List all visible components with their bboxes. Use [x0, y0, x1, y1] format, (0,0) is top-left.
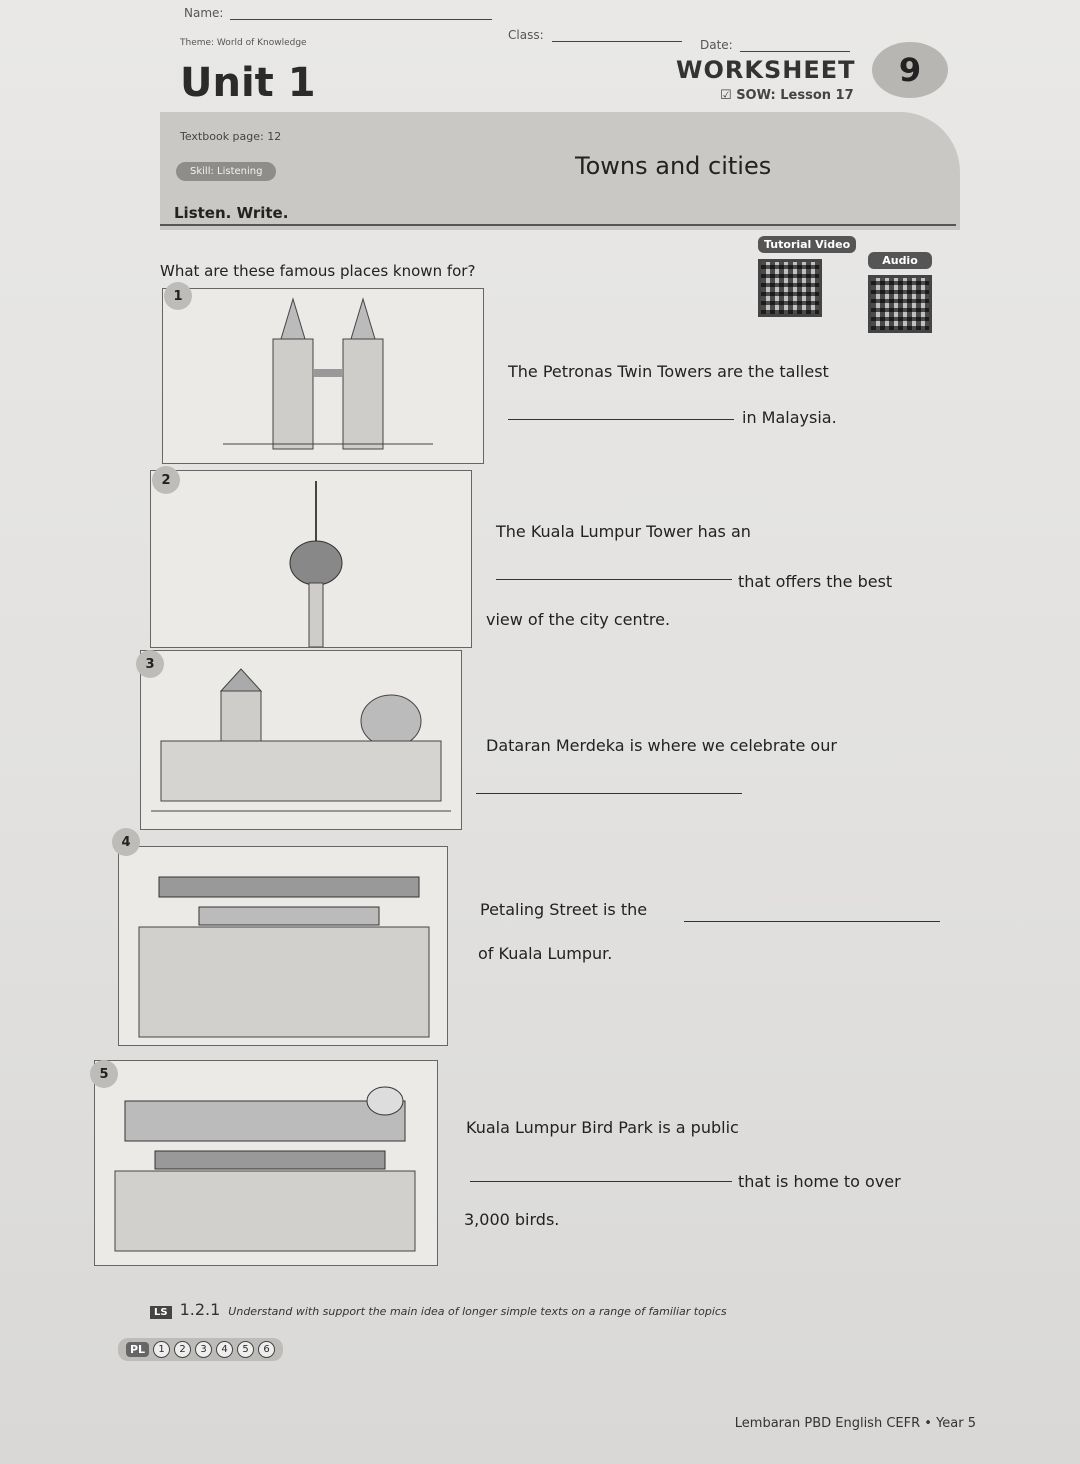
dataran-merdeka-image — [141, 651, 461, 829]
date-label: Date: — [700, 38, 733, 52]
item-1-line-2: in Malaysia. — [742, 408, 837, 427]
answer-blank-4[interactable] — [684, 920, 940, 922]
answer-blank-1[interactable] — [508, 418, 734, 420]
item-2-line-1: The Kuala Lumpur Tower has an — [496, 522, 751, 541]
name-line — [230, 6, 492, 20]
name-label: Name: — [184, 6, 224, 20]
answer-blank-3[interactable] — [476, 792, 742, 794]
worksheet-number: 9 — [872, 42, 948, 98]
date-line — [740, 38, 850, 52]
pl-2[interactable]: 2 — [174, 1341, 191, 1358]
performance-level — [118, 1338, 283, 1361]
book-title: Lembaran PBD English CEFR • Year 5 — [734, 1416, 976, 1431]
item-4-line-2: of Kuala Lumpur. — [478, 944, 613, 963]
item-number-4: 4 — [112, 828, 140, 856]
pl-tag: PL — [126, 1342, 149, 1357]
sow-lesson-text: SOW: Lesson 17 — [736, 88, 854, 103]
qr-code-icon — [868, 275, 932, 333]
item-2-line-2: that offers the best — [738, 572, 893, 591]
question: What are these famous places known for? — [160, 262, 476, 280]
item-2-line-3: view of the city centre. — [486, 610, 671, 629]
bird-park-image — [95, 1061, 437, 1265]
audio-qr[interactable] — [868, 252, 932, 333]
worksheet-title: WORKSHEET — [676, 56, 856, 84]
image-panel-2 — [150, 470, 472, 648]
pl-6[interactable]: 6 — [258, 1341, 275, 1358]
twin-towers-image — [163, 289, 483, 463]
petaling-street-image — [119, 847, 447, 1045]
tutorial-video-label: Tutorial Video — [758, 236, 856, 253]
pl-3[interactable]: 3 — [195, 1341, 212, 1358]
item-number-3: 3 — [136, 650, 164, 678]
pl-5[interactable]: 5 — [237, 1341, 254, 1358]
theme-text: Theme: World of Knowledge — [180, 38, 307, 48]
pl-1[interactable]: 1 — [153, 1341, 170, 1358]
learning-standard — [150, 1300, 727, 1319]
image-panel-4 — [118, 846, 448, 1046]
answer-blank-2[interactable] — [496, 578, 732, 580]
pl-4[interactable]: 4 — [216, 1341, 233, 1358]
ls-text: Understand with support the main idea of longer simple texts on a range of familiar topics — [228, 1305, 727, 1318]
answer-blank-5[interactable] — [470, 1180, 732, 1182]
image-panel-1 — [162, 288, 484, 464]
item-5-line-3: 3,000 birds. — [464, 1210, 560, 1229]
image-panel-3 — [140, 650, 462, 830]
item-1-line-1: The Petronas Twin Towers are the tallest — [508, 362, 829, 381]
item-number-2: 2 — [152, 466, 180, 494]
kl-tower-image — [151, 471, 471, 647]
divider — [160, 224, 956, 226]
ls-code: 1.2.1 — [179, 1300, 221, 1319]
image-panel-5 — [94, 1060, 438, 1266]
qr-code-icon — [758, 259, 822, 317]
class-line — [552, 28, 682, 42]
audio-label: Audio — [868, 252, 932, 269]
item-5-line-2: that is home to over — [738, 1172, 901, 1191]
item-number-1: 1 — [164, 282, 192, 310]
ls-tag: LS — [150, 1306, 172, 1319]
skill-badge: Skill: Listening — [176, 162, 276, 181]
item-number-5: 5 — [90, 1060, 118, 1088]
textbook-page: Textbook page: 12 — [180, 130, 282, 143]
unit-title: Unit 1 — [180, 60, 316, 106]
topic-title: Towns and cities — [575, 152, 772, 180]
instruction: Listen. Write. — [174, 204, 289, 222]
sow-lesson: ☑ SOW: Lesson 17 — [720, 88, 854, 103]
item-4-line-1: Petaling Street is the — [480, 900, 648, 919]
class-label: Class: — [508, 28, 544, 42]
tutorial-video-qr[interactable] — [758, 236, 856, 317]
item-5-line-1: Kuala Lumpur Bird Park is a public — [466, 1118, 739, 1137]
item-3-line-1: Dataran Merdeka is where we celebrate our — [486, 736, 837, 755]
